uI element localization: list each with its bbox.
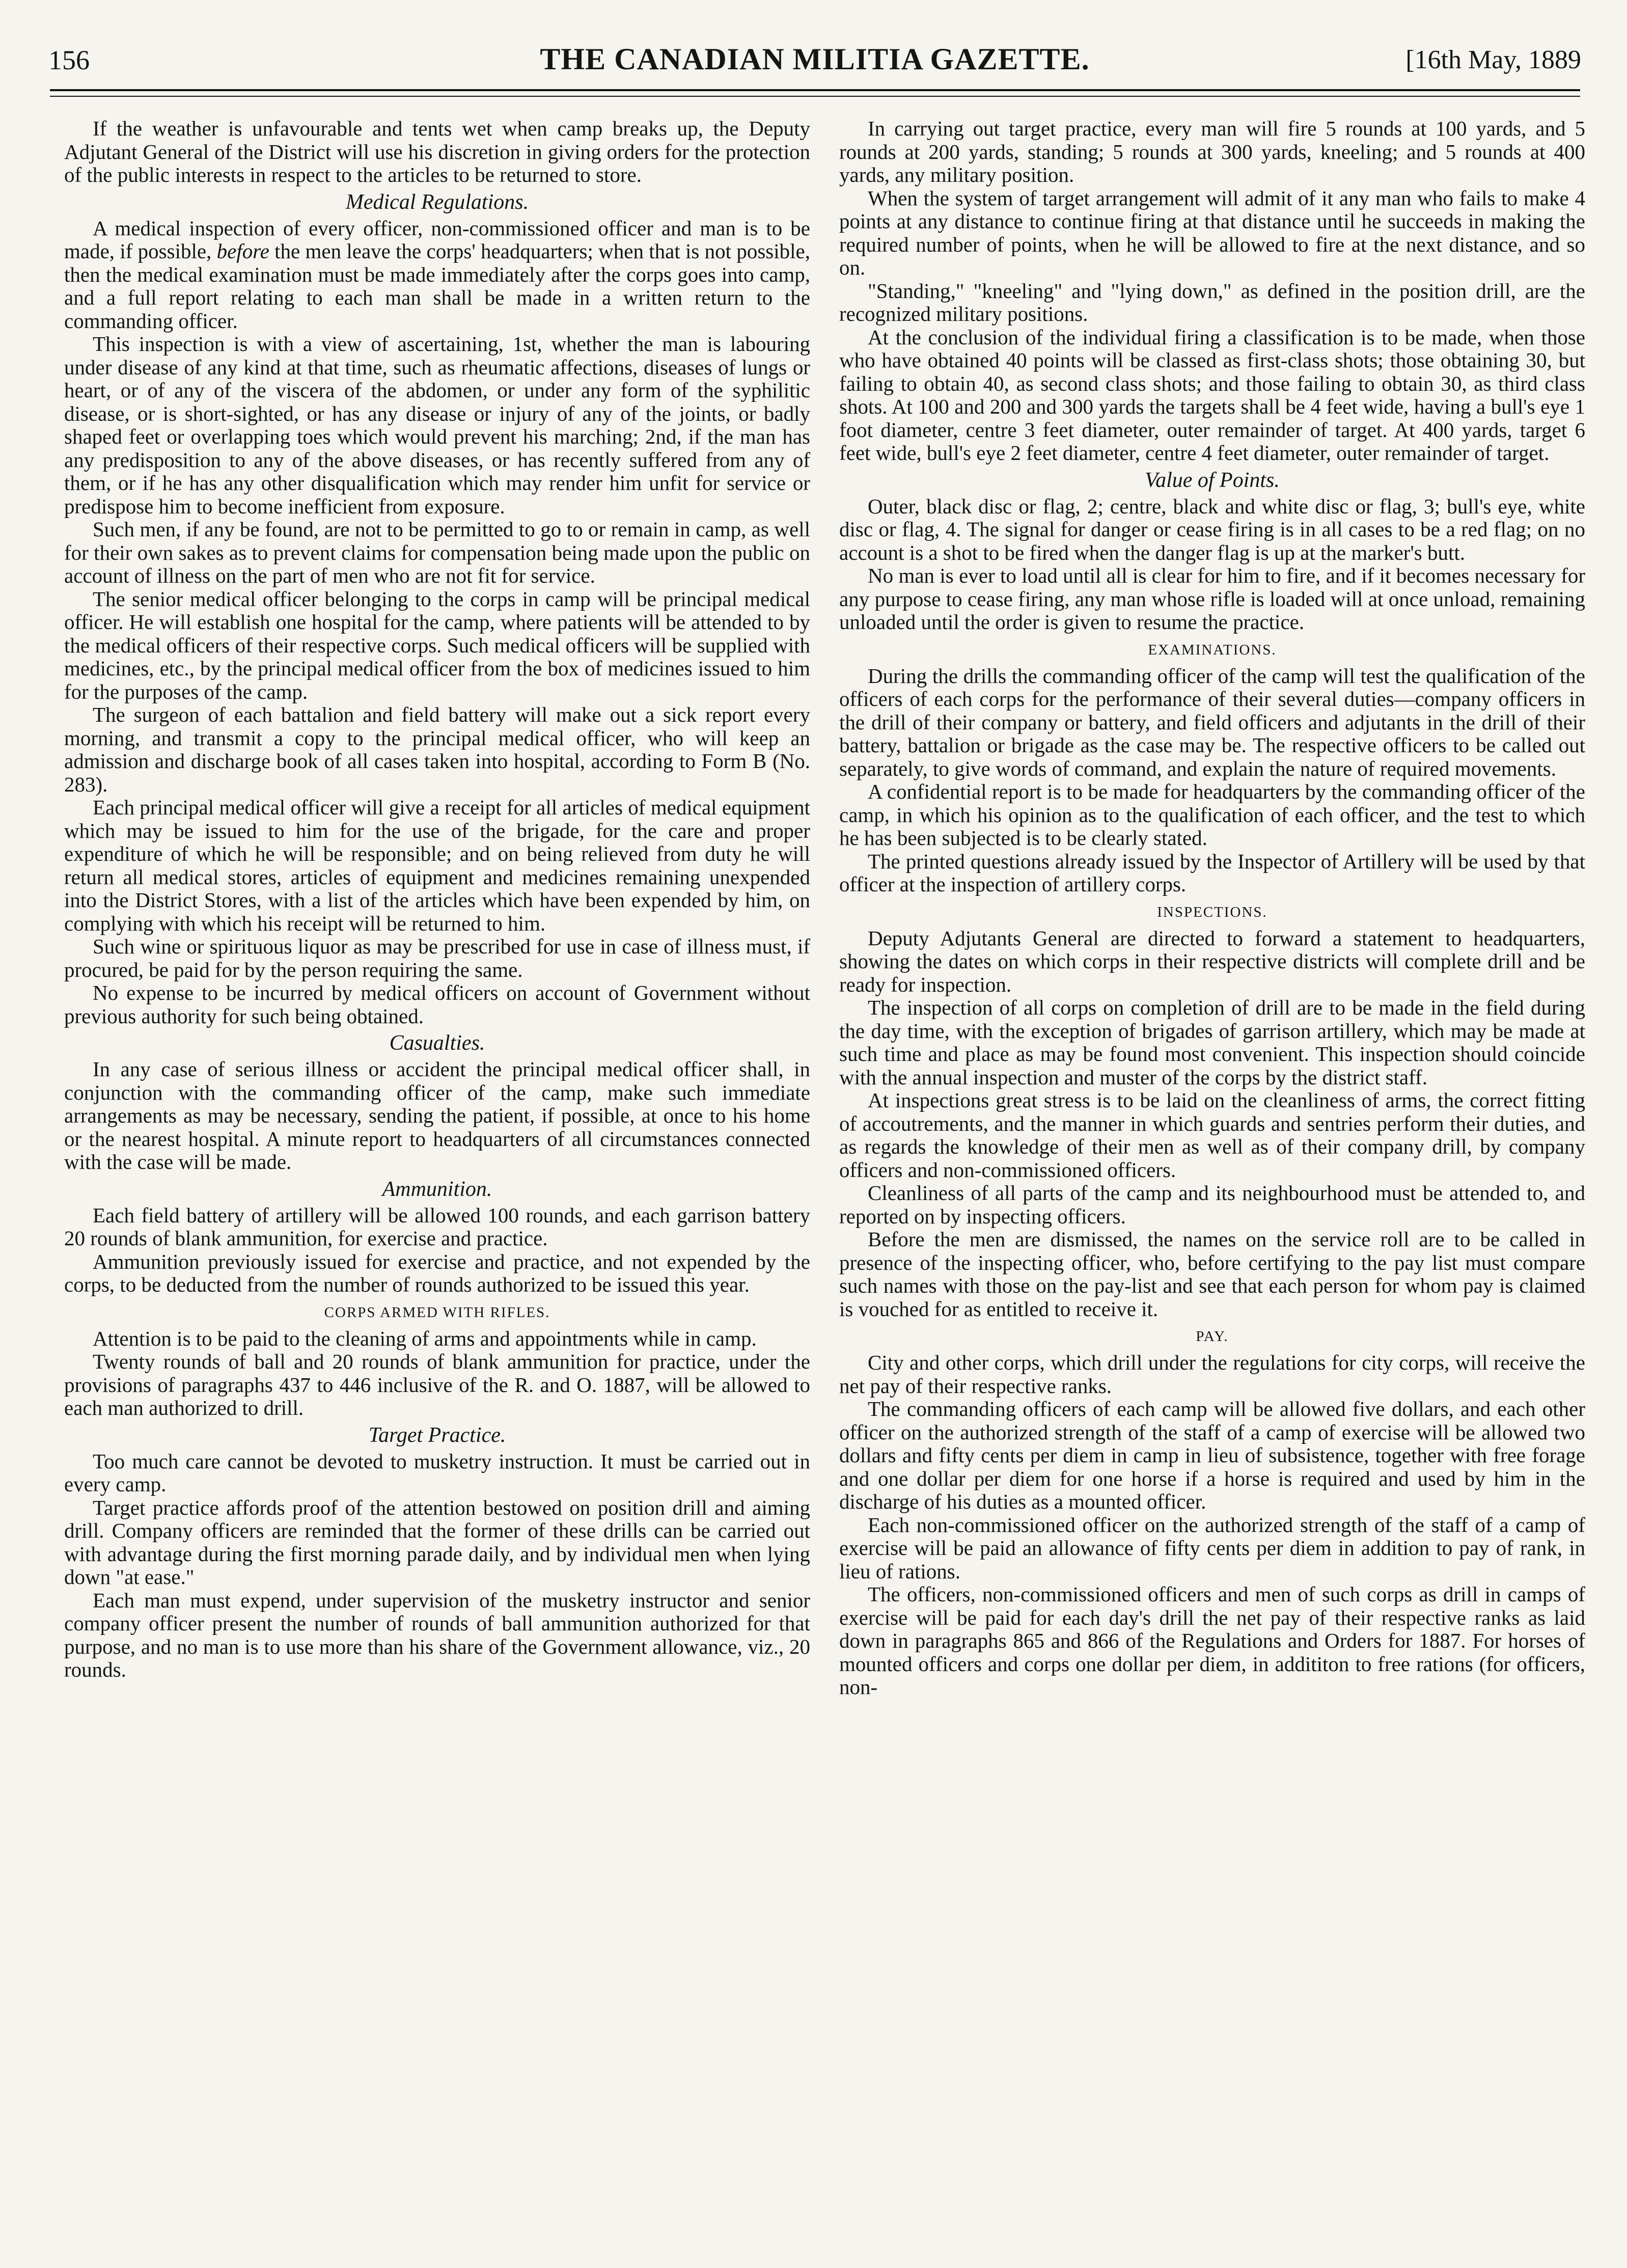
paragraph-text: the men leave the corps' headquarters; when that is not possible, then the medical examination must be made immediately after the corps goes into camp, and a full report relating to each man shall be made in a written return to the commanding officer. <box>64 239 810 333</box>
paragraph: The senior medical officer belonging to the corps in camp will be principal medical officer. He will establish one hospital for the camp, where patients will be attended to by the medical officers of their respective corps. Such medical officers will be supplied with medicines, etc., by the principal medical officer from the box of medicines issued to him for the purposes of the camp. <box>64 587 810 703</box>
paragraph: Outer, black disc or flag, 2; centre, black and white disc or flag, 3; bull's eye, white disc or flag, 4. The signal for danger or cease firing is in all cases to be a red flag; on no account is a shot to be fired when the danger flag is up at the marker's butt. <box>839 494 1585 564</box>
masthead-title: THE CANADIAN MILITIA GAZETTE. <box>540 42 1090 76</box>
paragraph: The officers, non-commissioned officers and men of such corps as drill in camps of exercise will be paid for each day's drill the net pay of their respective ranks as laid down in paragraphs 865 and 866 of the Regulations and Orders for 1887. For horses of mounted officers and corps one dollar per diem, in addititon to free rations (for officers, non- <box>839 1582 1585 1699</box>
paragraph: Too much care cannot be devoted to musketry instruction. It must be carried out in every camp. <box>64 1449 810 1496</box>
paragraph: Each field battery of artillery will be allowed 100 rounds, and each garrison battery 20 rounds of blank ammunition, for exercise and practice. <box>64 1203 810 1250</box>
paragraph: Attention is to be paid to the cleaning of arms and appointments while in camp. <box>93 1326 757 1350</box>
paragraph: In any case of serious illness or accident the principal medical officer shall, in conjunction with the commanding officer of the camp, make such immediate arrangements as may be necessary, sending the patient, if possible, at once to his home or the nearest hospital. A minute report to headquarters of all circumstances connected with the case will be made. <box>64 1057 810 1173</box>
section-heading-pay: PAY. <box>1196 1328 1229 1345</box>
paragraph: Each man must expend, under supervision of the musketry instructor and senior company officer present the number of rounds of ball ammunition authorized for that purpose, and no man is to use more than his share of the Government allowance, viz., 20 rounds. <box>64 1588 810 1681</box>
paragraph: No man is ever to load until all is clear for him to fire, and if it becomes necessary for any purpose to cease firing, any man whose rifle is loaded will at once unload, remaining unloaded until the order is given to resume the practice. <box>839 564 1585 634</box>
paragraph: Each principal medical officer will give a receipt for all articles of medical equipment which may be issued to him for the use of the brigade, for the care and proper expenditure of which he will be responsible; and on being relieved from duty he will return all medical stores, articles of equipment and medicines remaining unexpended into the District Stores, with a list of the articles which have been expended by him, on complying with which his receipt will be returned to him. <box>64 796 810 935</box>
paragraph: This inspection is with a view of ascertaining, 1st, whether the man is labouring under disease of any kind at that time, such as rheumatic affections, diseases of lungs or heart, or of any of the viscera of the abdomen, or under any form of the syphilitic disease, or is short-sighted, or has any disease or injury of any of the joints, or badly shaped feet or overlapping toes which would prevent his marching; 2nd, if the man has any predisposition to any of the above diseases, or has recently suffered from any of them, or if he has any other disqualification which may render him unfit for service or predispose him to become inefficient from exposure. <box>64 332 810 518</box>
paragraph: Such wine or spirituous liquor as may be prescribed for use in case of illness must, if procured, be paid for by the person requiring the same. <box>64 935 810 981</box>
paragraph: Twenty rounds of ball and 20 rounds of blank ammunition for practice, under the provisions of paragraphs 437 to 446 inclusive of the R. and O. 1887, will be allowed to each man authorized to drill. <box>64 1350 810 1419</box>
paragraph: Deputy Adjutants General are directed to forward a statement to headquarters, showing the dates on which corps in their respective districts will complete drill and be ready for inspection. <box>839 926 1585 996</box>
paragraph: When the system of target arrangement will admit of it any man who fails to make 4 points at any distance to continue firing at that distance until he succeeds in making the required number of points, when he will be allowed to fire at the next distance, and so on. <box>839 186 1585 279</box>
paragraph: A confidential report is to be made for headquarters by the commanding officer of the camp, in which his opinion as to the qualification of each officer, and the test to which he has been subjected is to be clearly stated. <box>839 780 1585 850</box>
section-heading-ammunition: Ammunition. <box>382 1177 492 1201</box>
section-heading-medical-regulations: Medical Regulations. <box>345 190 529 214</box>
page-number: 156 <box>48 45 90 75</box>
section-heading-examinations: EXAMINATIONS. <box>1148 641 1277 658</box>
paragraph: During the drills the commanding officer of the camp will test the qualification of the officers of each corps for the performance of their several duties—company officers in the drill of their company or battery, and field officers and adjutants in the drill of their battery, battalion or brigade as the case may be. The respective officers to be called out separately, to give words of command, and explain the nature of required movements. <box>839 664 1585 780</box>
section-heading-value-of-points: Value of Points. <box>1145 468 1280 492</box>
paragraph: At inspections great stress is to be laid on the cleanliness of arms, the correct fitting of accoutrements, and the manner in which guards and sentries perform their duties, and as regards the knowledge of their men as well as of their company drill, by company officers and non-commissioned officers. <box>839 1088 1585 1182</box>
paragraph: Cleanliness of all parts of the camp and its neighbourhood must be attended to, and reported on by inspecting officers. <box>839 1181 1585 1228</box>
page-header <box>48 36 1581 92</box>
section-heading-casualties: Casualties. <box>389 1031 485 1055</box>
paragraph: If the weather is unfavourable and tents wet when camp breaks up, the Deputy Adjutant General of the District will use his discretion in giving orders for the protection of the public interests in respect to the articles to be returned to store. <box>64 117 810 186</box>
paragraph: The surgeon of each battalion and field battery will make out a sick report every morning, and transmit a copy to the principal medical officer, who will keep an admission and discharge book of all cases taken into hospital, according to Form B (No. 283). <box>64 703 810 796</box>
paragraph: Before the men are dismissed, the names on the service roll are to be called in presence of the inspecting officer, who, before certifying to the pay list must compare such names with those on the pay-list and see that each person for whom pay is claimed is vouched for as entitled to receive it. <box>839 1227 1585 1321</box>
left-column <box>64 117 810 1682</box>
paragraph: In carrying out target practice, every man will fire 5 rounds at 100 yards, and 5 rounds at 200 yards, standing; 5 rounds at 300 yards, kneeling; and 5 rounds at 400 yards, any military position. <box>839 117 1585 186</box>
paragraph: At the conclusion of the individual firing a classification is to be made, when those who have obtained 40 points will be classed as first-class shots; those obtaining 30, but failing to obtain 40, as second class shots; and those failing to obtain 30, as third class shots. At 100 and 200 and 300 yards the targets shall be 4 feet wide, having a bull's eye 1 foot diameter, centre 3 feet diameter, outer remainder of target. At 400 yards, target 6 feet wide, bull's eye 2 feet diameter, centre 4 feet diameter, outer remainder of target. <box>839 325 1585 464</box>
paragraph: Each non-commissioned officer on the authorized strength of the staff of a camp of exercise will be paid an allowance of fifty cents per diem in addition to pay of rank, in lieu of rations. <box>839 1513 1585 1583</box>
paragraph: The commanding officers of each camp will be allowed five dollars, and each other officer on the authorized strength of the staff of a camp of exercise will be allowed two dollars and fifty cents per diem in camp in lieu of subsistence, together with free forage and one dollar per diem for one horse if a horse is required and used by him in the discharge of his duties as a mounted officer. <box>839 1397 1585 1513</box>
paragraph: Ammunition previously issued for exercise and practice, and not expended by the corps, to be deducted from the number of rounds authorized to be issued this year. <box>64 1249 810 1296</box>
right-column <box>839 117 1585 1699</box>
paragraph: The printed questions already issued by the Inspector of Artillery will be used by that officer at the inspection of artillery corps. <box>839 849 1585 896</box>
paragraph: No expense to be incurred by medical officers on account of Government without previous authority for such being obtained. <box>64 981 810 1028</box>
paragraph-text: A medical inspection of every officer, non-commissioned officer and man is to be made, if possible, <box>64 216 810 263</box>
issue-date: [16th May, 1889 <box>1405 45 1581 74</box>
emphasis-text: before <box>216 239 269 263</box>
paragraph: The inspection of all corps on completion of drill are to be made in the field during the day time, with the exception of brigades of garrison artillery, which may be made at such time and place as may be found most convenient. This inspection should coincide with the annual inspection and muster of the corps by the district staff. <box>839 996 1585 1089</box>
paragraph: "Standing," "kneeling" and "lying down," as defined in the position drill, are the recognized military positions. <box>839 279 1585 325</box>
header-rule-thin <box>50 96 1580 97</box>
section-heading-corps-armed-with-rifles: CORPS ARMED WITH RIFLES. <box>324 1304 550 1321</box>
paragraph: City and other corps, which drill under the regulations for city corps, will receive the net pay of their respective ranks. <box>839 1351 1585 1398</box>
section-heading-inspections: INSPECTIONS. <box>1157 904 1267 920</box>
section-heading-target-practice: Target Practice. <box>368 1423 506 1447</box>
paragraph <box>64 217 810 333</box>
paragraph: Target practice affords proof of the attention bestowed on position drill and aiming drill. Company officers are reminded that the former of these drills can be carried out with advantage during the first morning parade daily, and by individual men when lying down "at ease." <box>64 1495 810 1589</box>
header-rule-thick <box>50 89 1580 91</box>
paragraph: Such men, if any be found, are not to be permitted to go to or remain in camp, as well for their own sakes as to prevent claims for compensation being made upon the public on account of illness on the part of men who are not fit for service. <box>64 517 810 587</box>
